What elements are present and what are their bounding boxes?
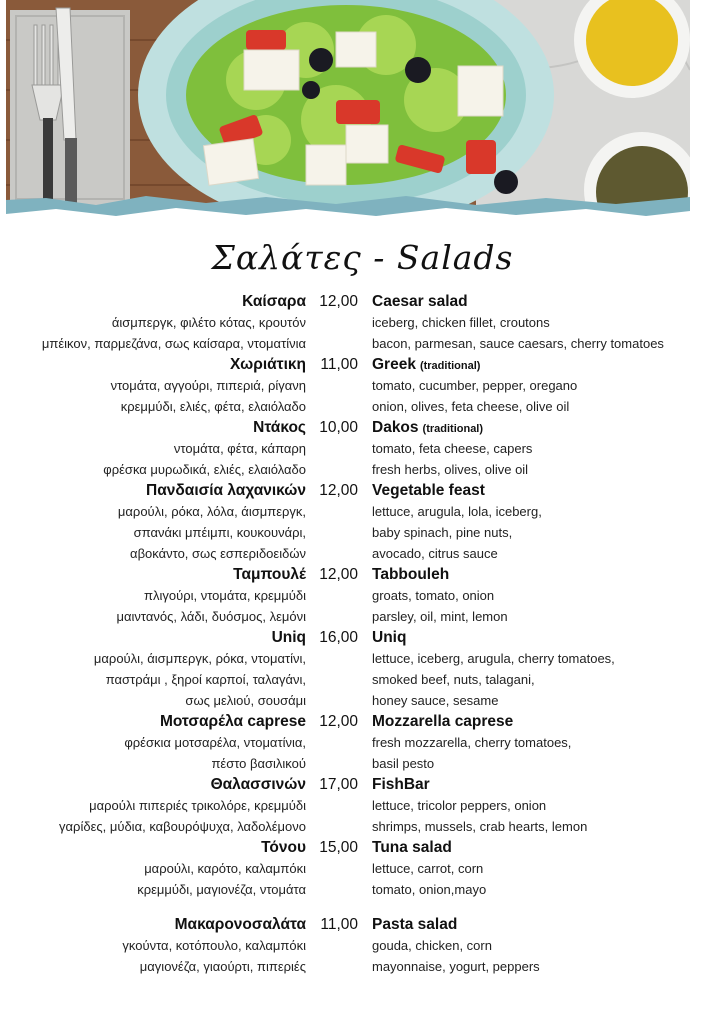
item-name-english: Pasta salad <box>372 916 458 933</box>
menu-item-description-line <box>0 437 725 458</box>
menu-item-description-line <box>0 311 725 332</box>
menu-item <box>0 626 725 710</box>
item-description-english: bacon, parmesan, sauce caesars, cherry tomatoes <box>372 336 664 351</box>
item-name-english-wrap <box>372 713 513 731</box>
item-name-english: Greek <box>372 356 416 373</box>
item-description-english: smoked beef, nuts, talagani, <box>372 672 535 687</box>
item-price: 17,00 <box>319 776 358 793</box>
item-name-english: Dakos <box>372 419 419 436</box>
item-description-english: baby spinach, pine nuts, <box>372 525 513 540</box>
item-name-english-wrap <box>372 419 483 437</box>
item-description-english: groats, tomato, onion <box>372 588 495 603</box>
item-tag: (traditional) <box>422 423 484 435</box>
item-description-greek: κρεμμύδι, μαγιονέζα, ντομάτα <box>137 882 306 897</box>
hero-salad-image <box>6 0 690 232</box>
item-name-english-wrap <box>372 566 449 584</box>
menu-item-description-line <box>0 752 725 773</box>
menu-item-header <box>0 563 725 584</box>
item-description-english: fresh mozzarella, cherry tomatoes, <box>372 735 572 750</box>
item-name-english: Tuna salad <box>372 839 452 856</box>
item-description-greek: μαρούλι, ρόκα, λόλα, άισμπεργκ, <box>117 504 306 519</box>
item-description-greek: μαρούλι, άισμπεργκ, ρόκα, ντοματίνι, <box>93 651 306 666</box>
item-name-greek: Ντάκος <box>253 419 306 436</box>
item-name-greek: Τόνου <box>261 839 306 856</box>
item-description-english: basil pesto <box>372 756 435 771</box>
menu-item-header <box>0 626 725 647</box>
item-description-greek: μαιντανός, λάδι, δυόσμος, λεμόνι <box>116 609 306 624</box>
item-price: 12,00 <box>319 293 358 310</box>
item-description-greek: πλιγούρι, ντομάτα, κρεμμύδι <box>144 588 306 603</box>
item-description-greek: φρέσκα μυρωδικά, ελιές, ελαιόλαδο <box>103 462 306 477</box>
item-price: 12,00 <box>319 713 358 730</box>
item-description-greek: μαρούλι, καρότο, καλαμπόκι <box>144 861 306 876</box>
item-name-english: Vegetable feast <box>372 482 485 499</box>
menu-item-header <box>0 773 725 794</box>
menu-item <box>0 353 725 416</box>
item-name-english: Caesar salad <box>372 293 468 310</box>
item-description-english: lettuce, carrot, corn <box>372 861 484 876</box>
item-name-greek: Μακαρονοσαλάτα <box>174 916 306 933</box>
item-price: 12,00 <box>319 566 358 583</box>
item-description-english: lettuce, arugula, lola, iceberg, <box>372 504 542 519</box>
item-description-english: shrimps, mussels, crab hearts, lemon <box>372 819 588 834</box>
menu-spacer <box>0 899 725 913</box>
item-name-english-wrap <box>372 482 485 500</box>
item-price: 15,00 <box>319 839 358 856</box>
item-description-english: onion, olives, feta cheese, olive oil <box>372 399 570 414</box>
item-name-greek: Καίσαρα <box>242 293 306 310</box>
item-description-english: avocado, citrus sauce <box>372 546 498 561</box>
menu-item-header <box>0 479 725 500</box>
item-description-english: parsley, oil, mint, lemon <box>372 609 508 624</box>
item-name-english: Tabbouleh <box>372 566 450 583</box>
item-description-english: lettuce, tricolor peppers, onion <box>372 798 547 813</box>
item-name-greek: Uniq <box>271 629 306 646</box>
menu-item-header <box>0 290 725 311</box>
item-description-greek: φρέσκια μοτσαρέλα, ντοματίνια, <box>124 735 306 750</box>
item-description-english: tomato, feta cheese, capers <box>372 441 533 456</box>
menu-item <box>0 290 725 353</box>
item-description-greek: κρεμμύδι, ελιές, φέτα, ελαιόλαδο <box>120 399 306 414</box>
menu-item <box>0 563 725 626</box>
item-name-english-wrap <box>372 839 452 857</box>
menu-item-header <box>0 353 725 374</box>
menu-item-header <box>0 836 725 857</box>
menu-item-description-line <box>0 689 725 710</box>
menu-item-description-line <box>0 500 725 521</box>
item-tag: (traditional) <box>419 360 481 372</box>
item-name-english-wrap <box>372 629 406 647</box>
item-name-english-wrap <box>372 356 480 374</box>
item-name-greek: Ταμπουλέ <box>233 566 306 583</box>
menu-item-description-line <box>0 605 725 626</box>
item-price: 11,00 <box>320 916 358 933</box>
menu-item <box>0 479 725 563</box>
item-description-greek: μαγιονέζα, γιαούρτι, πιπεριές <box>139 959 306 974</box>
item-description-greek: γκούντα, κοτόπουλο, καλαμπόκι <box>122 938 306 953</box>
menu-item-description-line <box>0 731 725 752</box>
menu-item <box>0 416 725 479</box>
salad-menu <box>0 290 725 976</box>
item-price: 11,00 <box>320 356 358 373</box>
item-name-english: FishBar <box>372 776 430 793</box>
menu-item-description-line <box>0 794 725 815</box>
menu-item <box>0 710 725 773</box>
item-name-greek: Χωριάτικη <box>230 356 306 373</box>
item-description-greek: σπανάκι μπέιμπι, κουκουνάρι, <box>133 525 306 540</box>
menu-item-description-line <box>0 934 725 955</box>
menu-item-description-line <box>0 955 725 976</box>
item-description-greek: άισμπεργκ, φιλέτο κότας, κρουτόν <box>111 315 306 330</box>
menu-item-description-line <box>0 584 725 605</box>
item-description-greek: ντομάτα, αγγούρι, πιπεριά, ρίγανη <box>110 378 306 393</box>
menu-item <box>0 836 725 899</box>
menu-item-description-line <box>0 395 725 416</box>
menu-item-description-line <box>0 521 725 542</box>
item-description-english: honey sauce, sesame <box>372 693 499 708</box>
menu-item <box>0 913 725 976</box>
menu-item-description-line <box>0 878 725 899</box>
menu-item-description-line <box>0 668 725 689</box>
item-name-greek: Μοτσαρέλα caprese <box>159 713 306 730</box>
item-description-greek: ντομάτα, φέτα, κάπαρη <box>173 441 306 456</box>
item-description-english: iceberg, chicken fillet, croutons <box>372 315 550 330</box>
menu-item-description-line <box>0 542 725 563</box>
item-description-greek: μπέικον, παρμεζάνα, σως καίσαρα, ντοματίνια <box>41 336 306 351</box>
item-description-english: tomato, onion,mayo <box>372 882 487 897</box>
menu-item-description-line <box>0 332 725 353</box>
item-name-greek: Πανδαισία λαχανικών <box>146 482 306 499</box>
menu-section-title: Σαλάτες - Salads <box>211 238 514 277</box>
item-price: 12,00 <box>319 482 358 499</box>
item-price: 10,00 <box>319 419 358 436</box>
item-description-english: lettuce, iceberg, arugula, cherry tomatoes, <box>372 651 615 666</box>
item-description-english: gouda, chicken, corn <box>372 938 492 953</box>
menu-item-description-line <box>0 374 725 395</box>
menu-item-header <box>0 913 725 934</box>
item-price: 16,00 <box>319 629 358 646</box>
menu-item-header <box>0 416 725 437</box>
item-description-english: fresh herbs, olives, olive oil <box>372 462 529 477</box>
item-description-greek: μαρούλι πιπεριές τρικολόρε, κρεμμύδι <box>89 798 306 813</box>
item-description-english: mayonnaise, yogurt, peppers <box>372 959 540 974</box>
item-description-greek: σως μελιού, σουσάμι <box>185 693 306 708</box>
menu-item-header <box>0 710 725 731</box>
menu-item-description-line <box>0 647 725 668</box>
item-name-english-wrap <box>372 776 430 794</box>
item-name-english: Mozzarella caprese <box>372 713 514 730</box>
item-description-greek: αβοκάντο, σως εσπεριδοειδών <box>130 546 306 561</box>
menu-item-description-line <box>0 857 725 878</box>
item-name-english-wrap <box>372 293 468 311</box>
item-description-english: tomato, cucumber, pepper, oregano <box>372 378 578 393</box>
item-description-greek: παστράμι , ξηροί καρποί, ταλαγάνι, <box>105 672 306 687</box>
menu-item-description-line <box>0 458 725 479</box>
item-description-greek: γαρίδες, μύδια, καβουρόψυχα, λαδολέμονο <box>59 819 306 834</box>
item-name-english: Uniq <box>372 629 407 646</box>
menu-item-description-line <box>0 815 725 836</box>
item-name-english-wrap <box>372 916 457 934</box>
item-name-greek: Θαλασσινών <box>210 776 306 793</box>
menu-item <box>0 773 725 836</box>
item-description-greek: πέστο βασιλικού <box>211 756 306 771</box>
